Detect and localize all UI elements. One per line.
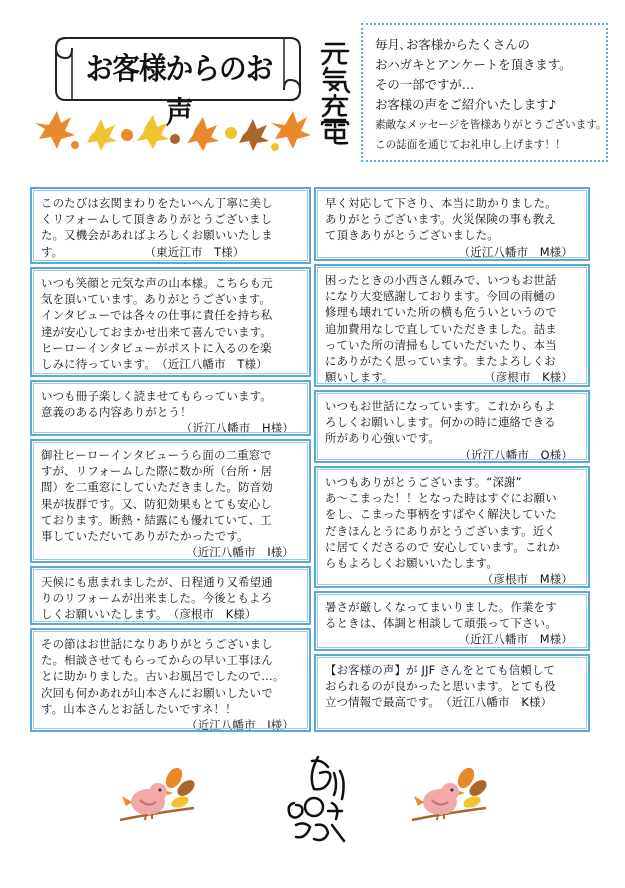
testimonial-message: 早く対応して下さり、本当に助かりました。 ありがとうございます。火災保険の事も教え て頂きありがとうございました。 bbox=[325, 196, 557, 243]
testimonial-message: その節はお世話になりありがとうございまし た。相談させてもらってからの早い工事ほん とに助かりました。古いお風呂でしたので…。 次回も何かあれが山本さんにお願いしたいで す。山本さんとお話したいですネ！！ bbox=[41, 637, 285, 716]
testimonial-message: 天候にも恵まれましたが、日程通り又希望通 りのリフォームが出来ました。今後ともよろ しくお願いいたします。 （彦根市 K様） bbox=[41, 575, 273, 622]
intro-line: お客様の声をご紹介いたします♪ bbox=[375, 97, 557, 112]
testimonial-message: いつもありがとうございます。“深謝” あ～こまった！！となった時はすぐにお願い をし、こまった事柄をすばやく解決していた だきほんとうにありがとうございます。近く に居てくださるので 安心しています。これか らもよろしくお願いいたします。 bbox=[325, 475, 560, 571]
bird-on-branch-icon bbox=[118, 768, 196, 830]
testimonial-card bbox=[314, 187, 590, 261]
testimonial-message: 御社ヒーローインタビューうら面の二重窓で すが、リフォームした際に数か所（台所・居 間）を二重窓にしていただきました。防音効 果が抜群です。又、防犯効果もとても安心し ております。断熱・結露にも優れていて、工 事していただいてありがたかったです。 bbox=[41, 448, 273, 544]
testimonial-message: 困ったときの小西さん頼みで、いつもお世話 になり大変感謝しております。今回の雨樋の 修理も壊れていた所の横も危ういというので 追加費用なしで直していただきました。詰ま っていた所の清掃もしていただいたり、本当 にありがたく思っています。またよろしくお 願いします。 bbox=[325, 273, 557, 385]
testimonial-signature: （彦根市 K様） bbox=[484, 370, 573, 385]
testimonial-card bbox=[30, 566, 311, 625]
testimonial-card bbox=[30, 628, 311, 732]
intro-line: 毎月､お客様からたくさんの bbox=[375, 37, 530, 52]
testimonial-message: いつも冊子楽しく読ませてもらっています。 意義のある内容ありがとう！ bbox=[41, 389, 272, 420]
testimonial-card bbox=[30, 187, 311, 264]
testimonial-signature: （近江八幡市 I様） bbox=[186, 718, 294, 733]
testimonial-card bbox=[30, 380, 311, 436]
testimonial-card bbox=[314, 390, 590, 463]
intro-thanks-line: この誌面を通じてお礼申し上げます！！ bbox=[375, 139, 566, 151]
arigato-text: ありがとう bbox=[282, 755, 287, 756]
testimonial-message: このたびは玄関まわりをたいへん丁寧に美し くリフォームして頂きありがとうございまし た。又機会があればよろしくお願いいたしま す。 （東近江市 T様） bbox=[41, 196, 273, 259]
testimonial-card bbox=[314, 654, 590, 732]
testimonial-message: いつもお世話になっています。これからもよ ろしくお願いします。何かの時に連絡できる 所があり心強いです。 bbox=[325, 399, 556, 446]
testimonial-signature: （近江八幡市 H様） bbox=[180, 421, 294, 436]
intro-box bbox=[361, 23, 608, 162]
testimonial-signature: （近江八幡市 O様） bbox=[459, 447, 573, 462]
testimonial-card bbox=[314, 466, 590, 588]
title-banner bbox=[52, 30, 304, 131]
testimonial-message: 【お客様の声】が JJF さんをとても信頼して おられるのが良かったと思います。とても役 立つ情報で最高です。 （近江八幡市 K様） bbox=[325, 663, 556, 710]
page-title: お客様からのお声 bbox=[85, 52, 273, 131]
testimonial-signature: （彦根市 M様） bbox=[481, 572, 573, 587]
testimonial-card bbox=[30, 439, 311, 563]
testimonial-message: いつも笑顔と元気な声の山本様。こちらも元 気を頂いています。ありがとうございます。 インタビューでは各々の仕事に責任を持ち私 達が安心しておまかせ出来て喜んでいます。 ヒーローインタビューがポストに入るのを楽 しみに待っています。 （近江八幡市 T様） bbox=[41, 276, 273, 372]
testimonial-signature: （近江八幡市 M様） bbox=[458, 244, 573, 259]
testimonial-message: 暑さが厳しくなってまいりました。作業をす るときは、体調と相談して頑張って下さい。 bbox=[325, 600, 557, 631]
testimonial-signature: （近江八幡市 M様） bbox=[458, 632, 573, 647]
testimonial-card bbox=[30, 267, 311, 377]
genki-juuden-logo bbox=[318, 38, 352, 146]
autumn-leaves-decoration bbox=[35, 105, 320, 155]
arigato-calligraphy-logo bbox=[282, 755, 350, 845]
intro-thanks-line: 素敵なメッセージを皆様ありがとうございます。 bbox=[375, 119, 607, 131]
intro-line: おハガキとアンケートを頂きます。 bbox=[375, 57, 572, 72]
testimonial-card bbox=[314, 591, 590, 651]
intro-line: その一部ですが… bbox=[375, 77, 475, 92]
bird-on-branch-icon bbox=[410, 768, 488, 830]
testimonial-card bbox=[314, 264, 590, 387]
testimonial-signature: （近江八幡市 I様） bbox=[186, 545, 294, 560]
